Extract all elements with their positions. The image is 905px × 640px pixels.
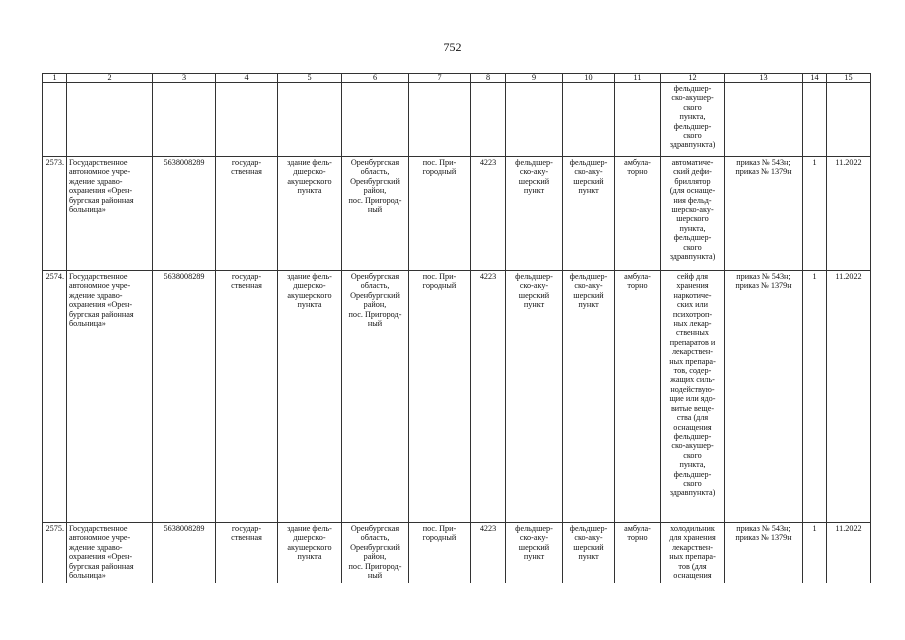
column-number: 15 [827, 74, 871, 83]
quantity-cell: 1 [803, 271, 827, 523]
column-number: 14 [803, 74, 827, 83]
organization-cell: Государственное автономное учре- ждение здраво- охранения «Орен- бургская районная больница» [67, 271, 153, 523]
column-number-row [43, 74, 871, 83]
page-number: 752 [443, 40, 462, 54]
inn-cell: 5638008289 [153, 271, 216, 523]
organization-cell: Государственное автономное учре- ждение здраво- охранения «Орен- бургская районная больница» [67, 523, 153, 593]
column-number: 2 [67, 74, 153, 83]
subunit-cell: фельдшер- ско-аку- шерский пункт [563, 523, 615, 593]
column-number: 11 [615, 74, 661, 83]
table-row [43, 157, 871, 271]
code-cell: 4223 [471, 271, 506, 523]
code-cell: 4223 [471, 523, 506, 593]
date-cell: 11.2022 [827, 523, 871, 593]
registry-table [42, 73, 871, 593]
unit-cell: фельдшер- ско-аку- шерский пункт [506, 157, 563, 271]
column-number: 12 [661, 74, 725, 83]
building-cell: здание фель- дшерско- акушерского пункта [278, 157, 342, 271]
column-number: 4 [216, 74, 278, 83]
quantity-cell: 1 [803, 157, 827, 271]
unit-cell: фельдшер- ско-аку- шерский пункт [506, 523, 563, 593]
row-number: 2574. [43, 271, 67, 523]
ownership-cell: государ- ственная [216, 271, 278, 523]
care-cell: амбула- торно [615, 523, 661, 593]
order-cell: приказ № 543н; приказ № 1379н [725, 271, 803, 523]
order-cell: приказ № 543н; приказ № 1379н [725, 523, 803, 593]
inn-cell: 5638008289 [153, 157, 216, 271]
care-cell: амбула- торно [615, 271, 661, 523]
column-number: 9 [506, 74, 563, 83]
locality-cell: пос. При- городный [409, 523, 471, 593]
column-number: 1 [43, 74, 67, 83]
subunit-cell: фельдшер- ско-аку- шерский пункт [563, 271, 615, 523]
column-number: 6 [342, 74, 409, 83]
ownership-cell: государ- ственная [216, 157, 278, 271]
care-cell: амбула- торно [615, 157, 661, 271]
address-cell: Оренбургская область, Оренбургский район, пос. Пригород- ный [342, 157, 409, 271]
address-cell: Оренбургская область, Оренбургский район, пос. Пригород- ный [342, 523, 409, 593]
page-bottom-margin [0, 583, 905, 640]
continuation-row [43, 83, 871, 157]
quantity-cell: 1 [803, 523, 827, 593]
locality-cell: пос. При- городный [409, 271, 471, 523]
date-cell: 11.2022 [827, 271, 871, 523]
equipment-cell: сейф для хранения наркотиче- ских или психотроп- ных лекар- ственных препаратов и лекарствен- ных препара- тов, содер- жащих силь- нодействую- щие или ядо- витые веще- ства (для оснащения фельдшер- ско-акушер- ского пункта, фельдшер- ского здравпункта) [661, 271, 725, 523]
row-number: 2575. [43, 523, 67, 593]
equipment-cell: автоматиче- ский дефи- бриллятор (для оснаще- ния фельд- шерско-аку- шерского пункта, фельдшер- ского здравпункта) [661, 157, 725, 271]
organization-cell: Государственное автономное учре- ждение здраво- охранения «Орен- бургская районная больница» [67, 157, 153, 271]
column-number: 3 [153, 74, 216, 83]
table-row [43, 523, 871, 593]
locality-cell: пос. При- городный [409, 157, 471, 271]
building-cell: здание фель- дшерско- акушерского пункта [278, 523, 342, 593]
column-number: 8 [471, 74, 506, 83]
column-number: 10 [563, 74, 615, 83]
column-number: 7 [409, 74, 471, 83]
building-cell: здание фель- дшерско- акушерского пункта [278, 271, 342, 523]
unit-cell: фельдшер- ско-аку- шерский пункт [506, 271, 563, 523]
table-row [43, 271, 871, 523]
equipment-cell: фельдшер- ско-акушер- ского пункта, фельдшер- ского здравпункта) [661, 83, 725, 157]
inn-cell: 5638008289 [153, 523, 216, 593]
ownership-cell: государ- ственная [216, 523, 278, 593]
column-number: 13 [725, 74, 803, 83]
equipment-cell: холодильник для хранения лекарствен- ных препара- тов (для оснащения [661, 523, 725, 593]
code-cell: 4223 [471, 157, 506, 271]
subunit-cell: фельдшер- ско-аку- шерский пункт [563, 157, 615, 271]
order-cell: приказ № 543н; приказ № 1379н [725, 157, 803, 271]
column-number: 5 [278, 74, 342, 83]
address-cell: Оренбургская область, Оренбургский район, пос. Пригород- ный [342, 271, 409, 523]
date-cell: 11.2022 [827, 157, 871, 271]
row-number: 2573. [43, 157, 67, 271]
